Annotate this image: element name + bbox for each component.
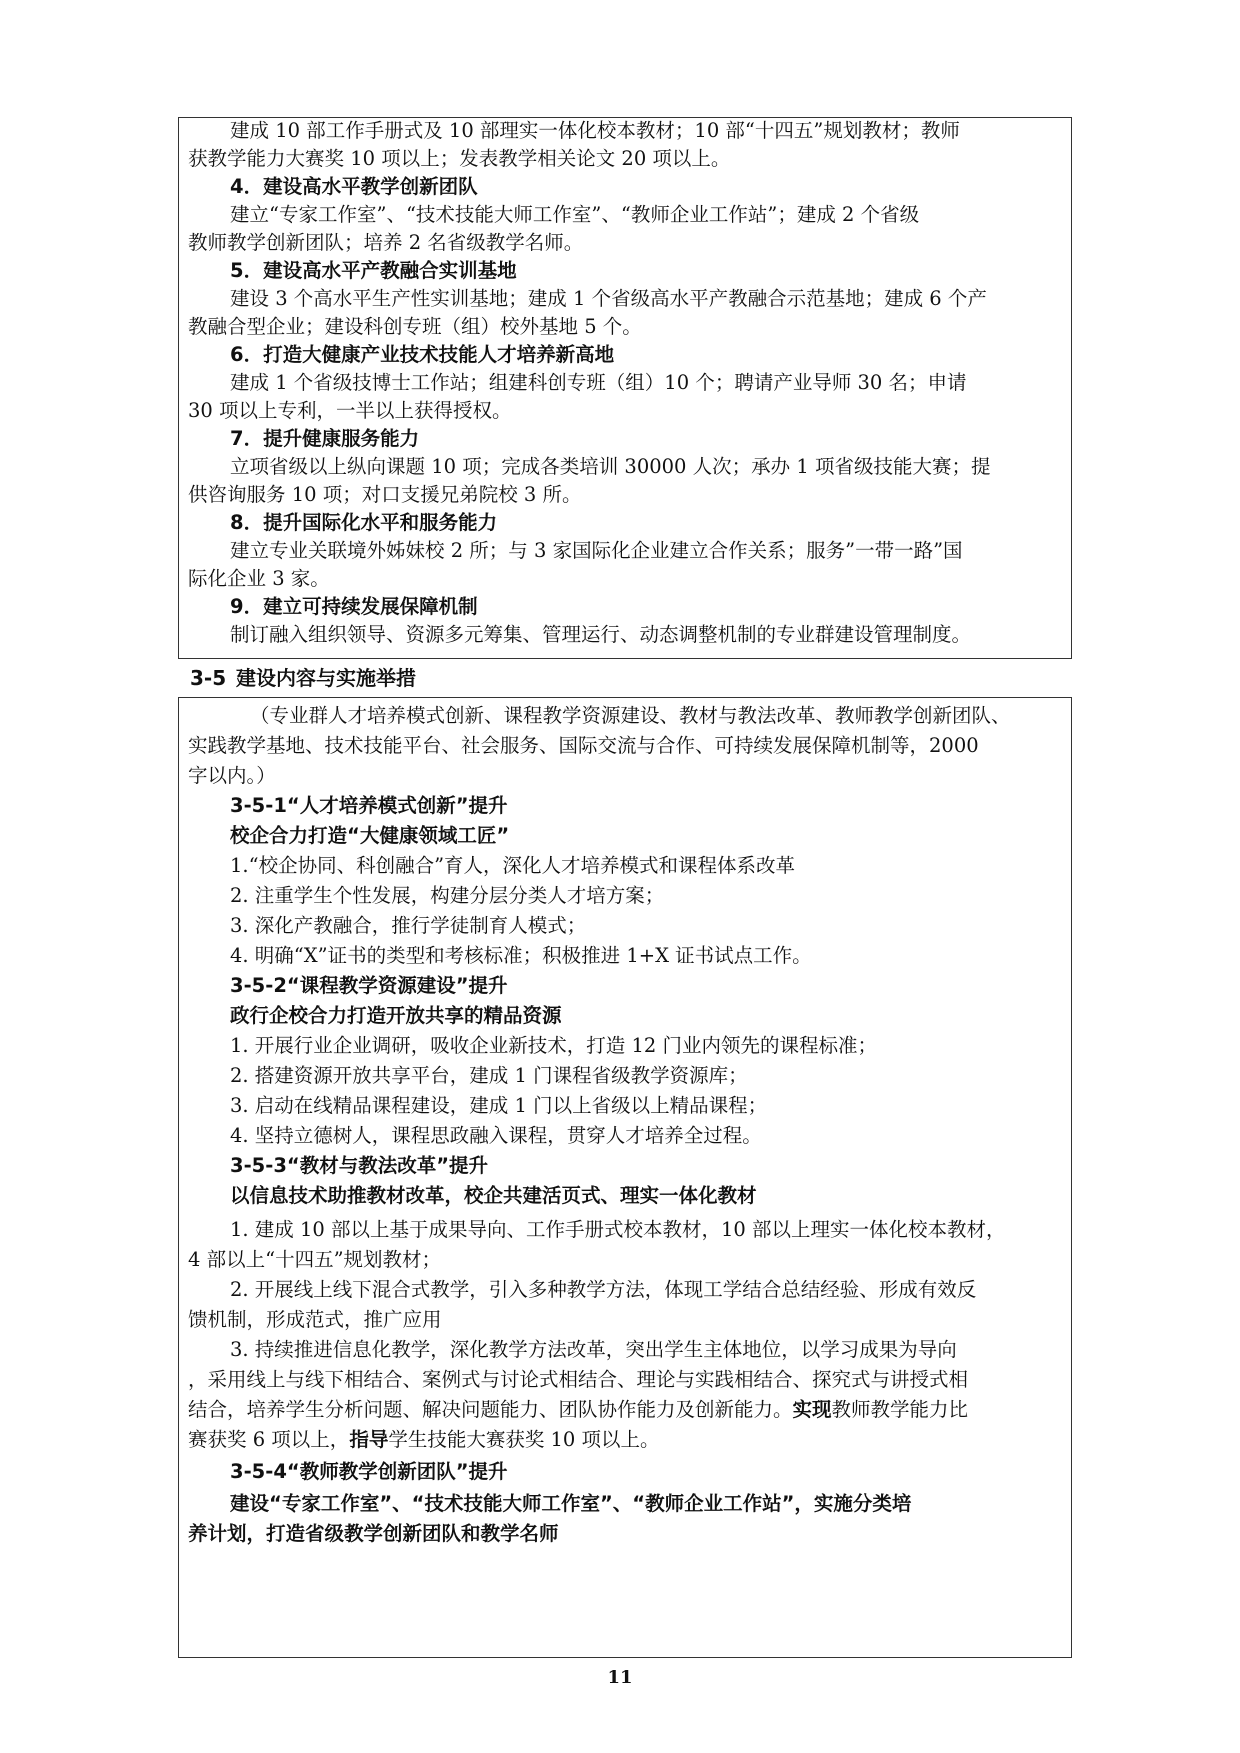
subsection-heading: 3-5-2“课程教学资源建设”提升 <box>230 974 508 997</box>
subsection-heading: 3-5-1“人才培养模式创新”提升 <box>230 794 508 817</box>
list-item: 3. 启动在线精品课程建设，建成 1 门以上省级以上精品课程； <box>230 1094 768 1117</box>
text-run: 教师教学能力比 <box>831 1398 969 1421</box>
note-line: （专业群人才培养模式创新、课程教学资源建设、教材与教法改革、教师教学创新团队、 <box>250 704 1011 727</box>
list-item: 2. 注重学生个性发展，构建分层分类人才培方案； <box>230 884 665 907</box>
goal-text-line: 建成 1 个省级技博士工作站；组建科创专班（组）10 个；聘请产业导师 30 名；申请 <box>230 371 967 394</box>
list-item: 4. 明确“X”证书的类型和考核标准；积极推进 1+X 证书试点工作。 <box>230 944 812 967</box>
goal-text-line: 30 项以上专利，一半以上获得授权。 <box>188 399 512 422</box>
subsection-subheading: 养计划，打造省级教学创新团队和教学名师 <box>188 1522 559 1545</box>
section-title: 建设内容与实施举措 <box>236 666 416 690</box>
note-line: 实践教学基地、技术技能平台、社会服务、国际交流与合作、可持续发展保障机制等，2000 <box>188 734 979 757</box>
goal-text-line: 制订融入组织领导、资源多元筹集、管理运行、动态调整机制的专业群建设管理制度。 <box>230 623 972 646</box>
bold-text-run: 实现 <box>792 1398 832 1421</box>
list-item-line: 馈机制，形成范式，推广应用 <box>188 1308 442 1331</box>
goal-text-line: 建成 10 部工作手册式及 10 部理实一体化校本教材；10 部“十四五”规划教材；教师 <box>230 119 960 142</box>
goal-text-line: 供咨询服务 10 项；对口支援兄弟院校 3 所。 <box>188 483 582 506</box>
goal-heading: 6．打造大健康产业技术技能人才培养新高地 <box>230 343 615 366</box>
list-item: 1.“校企协同、科创融合”育人，深化人才培养模式和课程体系改革 <box>230 854 796 877</box>
list-item: 1. 开展行业企业调研，吸收企业新技术，打造 12 门业内领先的课程标准； <box>230 1034 878 1057</box>
text-run: 学生技能大赛获奖 10 项以上。 <box>388 1428 660 1451</box>
goal-text-line: 立项省级以上纵向课题 10 项；完成各类培训 30000 人次；承办 1 项省级技能大赛；提 <box>230 455 991 478</box>
goal-text-line: 获教学能力大赛奖 10 项以上；发表教学相关论文 20 项以上。 <box>188 147 731 170</box>
section-number: 3-5 <box>190 666 227 690</box>
goal-text-line: 建立专业关联境外姊妹校 2 所；与 3 家国际化企业建立合作关系；服务”一带一路”国 <box>230 539 963 562</box>
goal-text-line: 建立“专家工作室”、“技术技能大师工作室”、“教师企业工作站”；建成 2 个省级 <box>230 203 920 226</box>
bold-text-run: 指导 <box>349 1428 389 1451</box>
goal-text-line: 建设 3 个高水平生产性实训基地；建成 1 个省级高水平产教融合示范基地；建成 6 个产 <box>230 287 987 310</box>
goal-text-line: 教师教学创新团队；培养 2 名省级教学名师。 <box>188 231 584 254</box>
list-item-line <box>188 1426 1068 1454</box>
list-item-line: 4 部以上“十四五”规划教材； <box>188 1248 442 1271</box>
list-item-line: 3. 持续推进信息化教学，深化教学方法改革，突出学生主体地位，以学习成果为导向 <box>230 1338 957 1361</box>
list-item: 2. 搭建资源开放共享平台，建成 1 门课程省级教学资源库； <box>230 1064 748 1087</box>
subsection-heading: 3-5-4“教师教学创新团队”提升 <box>230 1460 508 1483</box>
text-run: 结合，培养学生分析问题、解决问题能力、团队协作能力及创新能力。 <box>188 1398 793 1421</box>
list-item-line: ，采用线上与线下相结合、案例式与讨论式相结合、理论与实践相结合、探究式与讲授式相 <box>188 1368 969 1391</box>
list-item: 3. 深化产教融合，推行学徒制育人模式； <box>230 914 587 937</box>
subsection-subheading: 校企合力打造“大健康领域工匠” <box>230 824 510 847</box>
subsection-heading: 3-5-3“教材与教法改革”提升 <box>230 1154 489 1177</box>
list-item-line <box>188 1396 1068 1424</box>
section-heading <box>190 664 416 692</box>
note-line: 字以内。） <box>188 764 276 787</box>
text-run: 赛获奖 6 项以上， <box>188 1428 350 1451</box>
goal-heading: 9．建立可持续发展保障机制 <box>230 595 478 618</box>
goal-heading: 8．提升国际化水平和服务能力 <box>230 511 498 534</box>
subsection-subheading: 以信息技术助推教材改革，校企共建活页式、理实一体化教材 <box>230 1184 757 1207</box>
list-item-line: 1. 建成 10 部以上基于成果导向、工作手册式校本教材，10 部以上理实一体化校本教材， <box>230 1218 1006 1241</box>
subsection-subheading: 政行企校合力打造开放共享的精品资源 <box>230 1004 562 1027</box>
goal-text-line: 教融合型企业；建设科创专班（组）校外基地 5 个。 <box>188 315 642 338</box>
list-item-line: 2. 开展线上线下混合式教学，引入多种教学方法，体现工学结合总结经验、形成有效反 <box>230 1278 977 1301</box>
list-item: 4. 坚持立德树人，课程思政融入课程，贯穿人才培养全过程。 <box>230 1124 762 1147</box>
goal-heading: 5．建设高水平产教融合实训基地 <box>230 259 517 282</box>
subsection-subheading: 建设“专家工作室”、“技术技能大师工作室”、“教师企业工作站”，实施分类培 <box>230 1492 912 1515</box>
goal-heading: 7．提升健康服务能力 <box>230 427 420 450</box>
page-number: 11 <box>607 1667 633 1688</box>
goal-text-line: 际化企业 3 家。 <box>188 567 330 590</box>
goal-heading: 4．建设高水平教学创新团队 <box>230 175 478 198</box>
